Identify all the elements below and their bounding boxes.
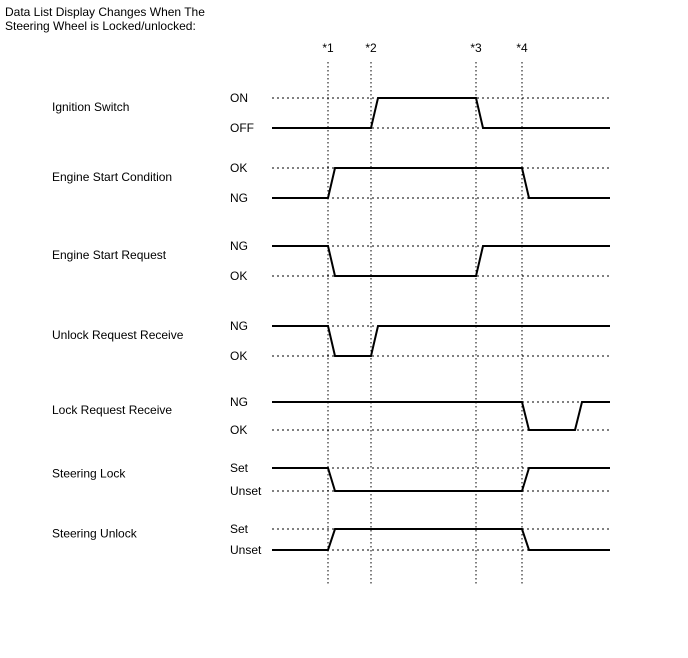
signal-high-label: NG [230, 395, 248, 409]
signal-low-label: OK [230, 423, 248, 437]
time-marker-label: *4 [516, 41, 528, 55]
title-line-2: Steering Wheel is Locked/unlocked: [5, 19, 196, 33]
signal-low-label: Unset [230, 484, 262, 498]
signal-low-label: NG [230, 191, 248, 205]
signal-name: Unlock Request Receive [52, 328, 184, 342]
signal-waveform [272, 98, 610, 128]
signal-name: Engine Start Request [52, 248, 167, 262]
signal-waveform [272, 168, 610, 198]
signal-waveform [272, 246, 610, 276]
signal-low-label: OK [230, 269, 248, 283]
signal-name: Engine Start Condition [52, 170, 173, 184]
signal-low-label: Unset [230, 543, 262, 557]
signal-low-label: OK [230, 349, 248, 363]
signal-waveform [272, 402, 610, 430]
time-marker-label: *2 [365, 41, 377, 55]
signal-high-label: Set [230, 461, 249, 475]
signal-low-label: OFF [230, 121, 254, 135]
signal-waveform [272, 529, 610, 550]
signal-name: Lock Request Receive [52, 403, 173, 417]
signal-waveform [272, 326, 610, 356]
signal-high-label: Set [230, 522, 249, 536]
time-marker-label: *3 [470, 41, 482, 55]
signal-name: Ignition Switch [52, 100, 130, 114]
signal-high-label: ON [230, 91, 248, 105]
signal-waveform [272, 468, 610, 491]
signal-name: Steering Lock [52, 466, 126, 481]
time-marker-label: *1 [322, 41, 334, 55]
signal-high-label: NG [230, 239, 248, 253]
signal-high-label: OK [230, 161, 248, 175]
signal-name: Steering Unlock [52, 526, 137, 541]
title-line-1: Data List Display Changes When The [5, 5, 205, 19]
signal-high-label: NG [230, 319, 248, 333]
